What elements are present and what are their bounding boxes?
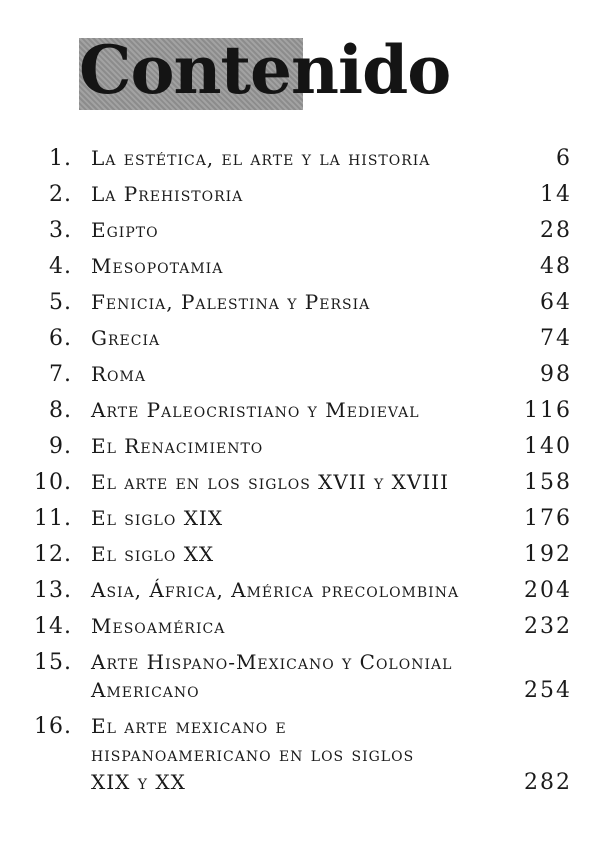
toc-entry-title (91, 578, 511, 606)
toc-entry-page-number: 158 (524, 470, 572, 495)
toc-entry-title-line: XIX y XX (91, 770, 186, 794)
toc-entry[interactable] (0, 254, 600, 282)
toc-entry-title-line: La Prehistoria (91, 182, 244, 206)
toc-entry-page-number: 254 (524, 678, 572, 703)
toc-entry-title (91, 398, 511, 426)
toc-entry[interactable] (0, 578, 600, 606)
toc-entry-number: 6. (49, 326, 72, 351)
toc-entry-title-line: Mesoamérica (91, 614, 226, 638)
toc-entry-title-line: Mesopotamia (91, 254, 224, 278)
toc-entry-title (91, 326, 511, 354)
toc-entry-number: 8. (49, 398, 72, 423)
toc-entry-number: 14. (34, 614, 72, 639)
toc-entry[interactable] (0, 398, 600, 426)
toc-entry-page-number: 282 (524, 770, 572, 795)
toc-entry[interactable] (0, 470, 600, 498)
toc-entry[interactable] (0, 506, 600, 534)
toc-entry-page-number: 140 (524, 434, 572, 459)
toc-entry-page-number: 64 (540, 290, 572, 315)
toc-entry-page-number: 74 (540, 326, 572, 351)
toc-entry-title-line: Egipto (91, 218, 159, 242)
toc-entry-title (91, 218, 511, 246)
toc-entry-title-line: La estética, el arte y la historia (91, 146, 431, 170)
toc-entry[interactable] (0, 326, 600, 354)
toc-entry-page-number: 98 (540, 362, 572, 387)
toc-entry-title-line: Arte Paleocristiano y Medieval (91, 398, 420, 422)
toc-entry[interactable] (0, 362, 600, 390)
toc-entry-number: 3. (49, 218, 72, 243)
toc-entry-number: 7. (49, 362, 72, 387)
toc-entry-title (91, 362, 511, 390)
toc-entry[interactable] (0, 182, 600, 210)
toc-entry[interactable] (0, 614, 600, 642)
toc-entry-title (91, 650, 511, 706)
toc-entry-title (91, 290, 511, 318)
table-of-contents (0, 146, 600, 806)
toc-entry-title (91, 182, 511, 210)
toc-entry-title (91, 470, 511, 498)
toc-entry[interactable] (0, 542, 600, 570)
toc-entry-page-number: 48 (540, 254, 572, 279)
toc-entry-page-number: 116 (524, 398, 572, 423)
toc-entry-title (91, 434, 511, 462)
toc-entry-number: 15. (34, 650, 72, 675)
toc-entry-title (91, 506, 511, 534)
toc-entry-title-line: El siglo XIX (91, 506, 224, 530)
toc-entry-page-number: 232 (524, 614, 572, 639)
toc-entry[interactable] (0, 650, 600, 706)
toc-entry-number: 11. (34, 506, 72, 531)
toc-entry-title (91, 714, 511, 798)
toc-entry-number: 12. (34, 542, 72, 567)
toc-entry-number: 16. (34, 714, 72, 739)
toc-entry-title-line: El arte mexicano e (91, 714, 287, 738)
toc-entry-page-number: 192 (524, 542, 572, 567)
toc-entry-title-line: Roma (91, 362, 146, 386)
toc-entry-title-line: Grecia (91, 326, 161, 350)
toc-entry-title-line: Asia, África, América precolombina (91, 578, 460, 602)
toc-entry[interactable] (0, 434, 600, 462)
page-title: Contenido (79, 31, 451, 109)
toc-entry-number: 5. (49, 290, 72, 315)
toc-entry-page-number: 6 (556, 146, 572, 171)
toc-entry-title (91, 146, 511, 174)
toc-entry-page-number: 204 (524, 578, 572, 603)
toc-entry-title (91, 614, 511, 642)
toc-entry-title-line: hispanoamericano en los siglos (91, 742, 415, 766)
toc-entry-number: 10. (34, 470, 72, 495)
toc-entry-title (91, 542, 511, 570)
toc-entry-number: 9. (49, 434, 72, 459)
toc-entry-title-line: Fenicia, Palestina y Persia (91, 290, 371, 314)
toc-entry-number: 1. (49, 146, 72, 171)
toc-entry-title (91, 254, 511, 282)
toc-entry-title-line: Arte Hispano-Mexicano y Colonial (91, 650, 453, 674)
toc-entry-page-number: 14 (540, 182, 572, 207)
toc-entry[interactable] (0, 146, 600, 174)
toc-entry[interactable] (0, 714, 600, 798)
toc-entry-title-line: El Renacimiento (91, 434, 264, 458)
toc-entry-number: 4. (49, 254, 72, 279)
toc-entry-page-number: 176 (524, 506, 572, 531)
toc-entry[interactable] (0, 218, 600, 246)
toc-entry-number: 2. (49, 182, 72, 207)
toc-entry-number: 13. (34, 578, 72, 603)
toc-entry[interactable] (0, 290, 600, 318)
title-block (79, 30, 450, 110)
toc-entry-title-line: Americano (91, 678, 200, 702)
toc-entry-title-line: El arte en los siglos XVII y XVIII (91, 470, 449, 494)
toc-entry-page-number: 28 (540, 218, 572, 243)
toc-entry-title-line: El siglo XX (91, 542, 215, 566)
